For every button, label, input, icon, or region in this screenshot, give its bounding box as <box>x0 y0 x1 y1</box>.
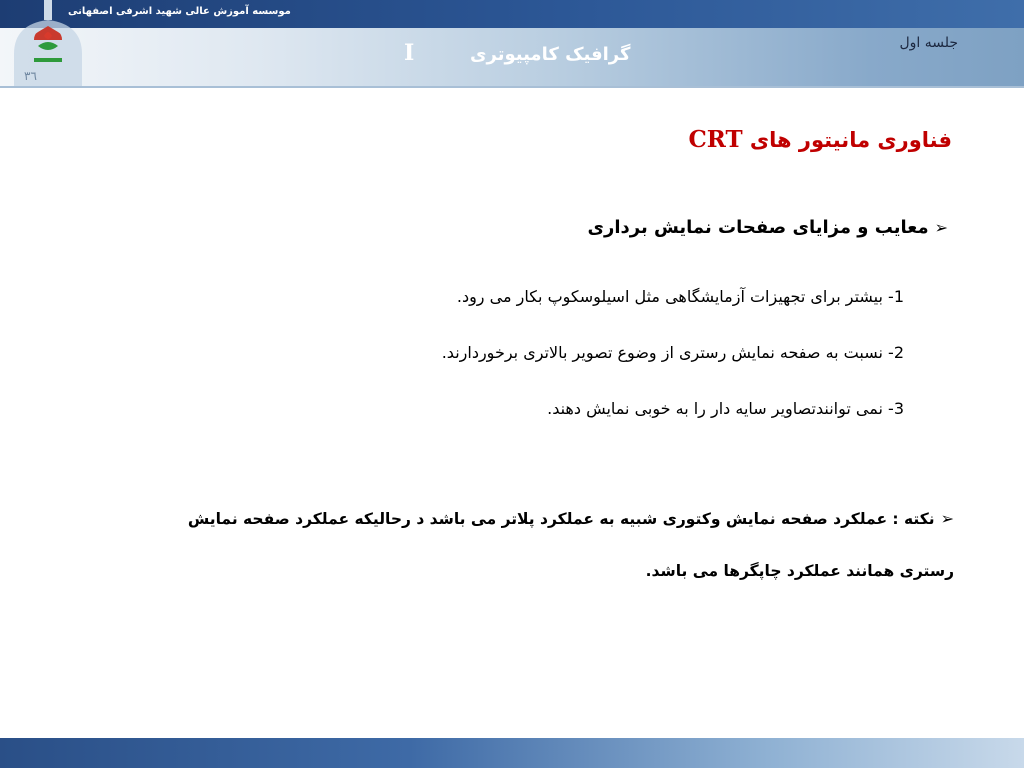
note-line-2: رستری همانند عملکرد چاپگرها می باشد. <box>645 562 954 580</box>
note-text-1: نکته : عملکرد صفحه نمایش وکتوری شبیه به عملکرد پلاتر می باشد د رحالیکه عملکرد صفحه نمایش <box>187 510 935 528</box>
arrowhead-bullet-icon: ➢ <box>934 218 948 237</box>
header-divider <box>0 86 1024 88</box>
course-number: I <box>404 40 415 66</box>
bullet-text: معایب و مزایای صفحات نمایش برداری <box>587 217 929 238</box>
note-line-1 <box>70 506 954 532</box>
svg-text:٣٦: ٣٦ <box>24 69 37 83</box>
list-item: 3- نمی توانندتصاویر سایه دار را به خوبی نمایش دهند. <box>547 399 904 418</box>
institute-name: موسسه آموزش عالی شهید اشرفی اصفهانی <box>68 6 291 17</box>
arrowhead-bullet-icon: ➢ <box>940 509 954 528</box>
heading-crt: CRT <box>688 126 743 153</box>
header-top-strip <box>0 0 1024 28</box>
note-paragraph <box>70 506 954 584</box>
institute-dome-logo-icon <box>4 0 92 86</box>
heading-text: فناوری مانیتور های <box>749 128 952 152</box>
footer-strip <box>0 738 1024 768</box>
list-item: 1- بیشتر برای تجهیزات آزمایشگاهی مثل اسیلوسکوپ بکار می رود. <box>456 287 904 306</box>
list-item: 2- نسبت به صفحه نمایش رستری از وضوع تصویر بالاتری برخوردارند. <box>441 343 904 362</box>
course-title: گرافیک کامپیوتری <box>470 44 631 65</box>
bullet-heading <box>587 217 948 238</box>
page-title <box>688 126 952 153</box>
numbered-list <box>184 284 904 452</box>
session-label: جلسه اول <box>899 35 958 51</box>
